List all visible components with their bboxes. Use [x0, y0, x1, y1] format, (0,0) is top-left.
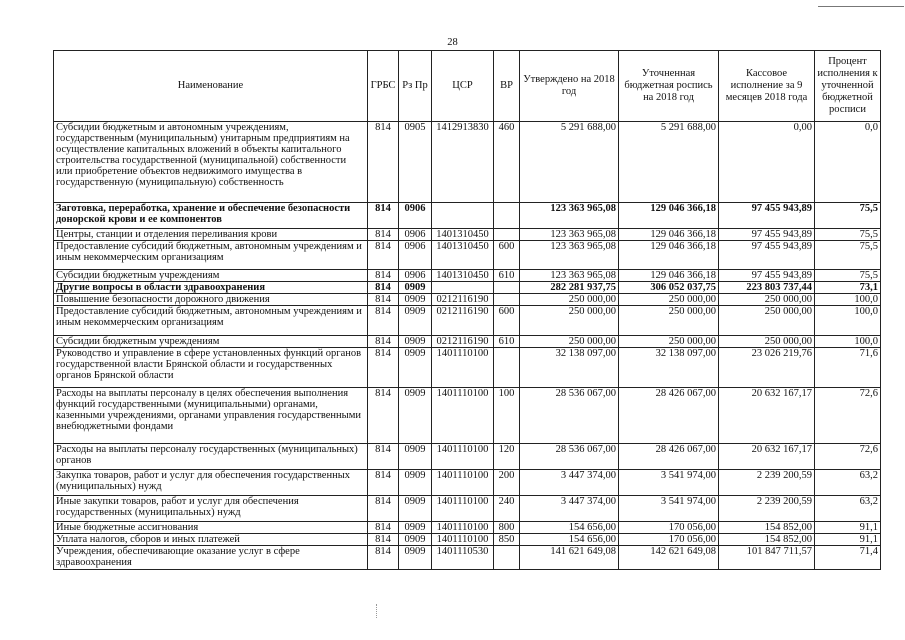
cell-vr: 800	[494, 522, 520, 534]
cell-approved: 154 656,00	[520, 534, 619, 546]
cell-cash: 97 455 943,89	[719, 241, 815, 270]
table-row	[54, 203, 881, 229]
cell-cash: 250 000,00	[719, 336, 815, 348]
cell-cash: 20 632 167,17	[719, 444, 815, 470]
cell-revised: 306 052 037,75	[619, 282, 719, 294]
cell-percent: 75,5	[815, 241, 881, 270]
cell-percent: 63,2	[815, 496, 881, 522]
cell-grbs: 814	[368, 294, 399, 306]
cell-revised: 142 621 649,08	[619, 546, 719, 570]
cell-cash: 2 239 200,59	[719, 496, 815, 522]
cell-approved: 3 447 374,00	[520, 470, 619, 496]
cell-cash: 23 026 219,76	[719, 348, 815, 388]
cell-percent: 75,5	[815, 270, 881, 282]
cell-grbs: 814	[368, 306, 399, 336]
cell-approved: 250 000,00	[520, 306, 619, 336]
cell-grbs: 814	[368, 336, 399, 348]
cell-name: Расходы на выплаты персоналу в целях обеспечения выполнения функций государственными (муниципальными) органами, казенными учреждениями, органами управления государственными внебюджетными фондами	[54, 388, 368, 444]
cell-percent: 91,1	[815, 522, 881, 534]
cell-rzpr: 0909	[399, 522, 432, 534]
cell-rzpr: 0909	[399, 470, 432, 496]
cell-revised: 129 046 366,18	[619, 270, 719, 282]
cell-percent: 63,2	[815, 470, 881, 496]
cell-grbs: 814	[368, 470, 399, 496]
cell-percent: 71,4	[815, 546, 881, 570]
cell-rzpr: 0909	[399, 496, 432, 522]
cell-name: Руководство и управление в сфере установленных функций органов государственной власти Брянской области и государственных органов Брянской области	[54, 348, 368, 388]
cell-grbs: 814	[368, 203, 399, 229]
cell-csr: 1401310450	[432, 270, 494, 282]
table-row	[54, 496, 881, 522]
cell-name: Повышение безопасности дорожного движения	[54, 294, 368, 306]
cell-name: Закупка товаров, работ и услуг для обеспечения государственных (муниципальных) нужд	[54, 470, 368, 496]
cell-grbs: 814	[368, 522, 399, 534]
cell-cash: 250 000,00	[719, 306, 815, 336]
table-row	[54, 470, 881, 496]
cell-rzpr: 0906	[399, 241, 432, 270]
col-header-approved: Утверждено на 2018 год	[520, 51, 619, 122]
cell-name: Субсидии бюджетным учреждениям	[54, 336, 368, 348]
cell-rzpr: 0909	[399, 348, 432, 388]
col-header-rzpr: Рз Пр	[399, 51, 432, 122]
cell-rzpr: 0909	[399, 306, 432, 336]
table-header-row	[54, 51, 881, 122]
cell-grbs: 814	[368, 348, 399, 388]
table-row	[54, 306, 881, 336]
cell-rzpr: 0909	[399, 336, 432, 348]
table-row	[54, 282, 881, 294]
cell-revised: 129 046 366,18	[619, 229, 719, 241]
cell-rzpr: 0906	[399, 270, 432, 282]
table-row	[54, 241, 881, 270]
cell-approved: 3 447 374,00	[520, 496, 619, 522]
cell-percent: 72,6	[815, 444, 881, 470]
cell-name: Другие вопросы в области здравоохранения	[54, 282, 368, 294]
cell-name: Уплата налогов, сборов и иных платежей	[54, 534, 368, 546]
cell-approved: 28 536 067,00	[520, 444, 619, 470]
cell-percent: 91,1	[815, 534, 881, 546]
col-header-name: Наименование	[54, 51, 368, 122]
cell-csr: 1401110100	[432, 388, 494, 444]
cell-approved: 141 621 649,08	[520, 546, 619, 570]
table-row	[54, 294, 881, 306]
cell-revised: 250 000,00	[619, 306, 719, 336]
cell-vr: 850	[494, 534, 520, 546]
cell-grbs: 814	[368, 229, 399, 241]
table-row	[54, 546, 881, 570]
cell-name: Иные закупки товаров, работ и услуг для обеспечения государственных (муниципальных) нужд	[54, 496, 368, 522]
cell-cash: 154 852,00	[719, 522, 815, 534]
table-row	[54, 348, 881, 388]
cell-name: Субсидии бюджетным и автономным учреждениям, государственным (муниципальным) унитарным предприятиям на осуществление капитальных вложений в объекты капитального строительства государственной (муниципальной) собственности или приобретение объектов недвижимого имущества в государственную (муниципальную) собственность	[54, 122, 368, 203]
cell-cash: 154 852,00	[719, 534, 815, 546]
cell-cash: 0,00	[719, 122, 815, 203]
cell-name: Субсидии бюджетным учреждениям	[54, 270, 368, 282]
cell-cash: 101 847 711,57	[719, 546, 815, 570]
cell-revised: 28 426 067,00	[619, 388, 719, 444]
cell-percent: 100,0	[815, 336, 881, 348]
cell-csr	[432, 282, 494, 294]
cell-rzpr: 0906	[399, 229, 432, 241]
cell-revised: 28 426 067,00	[619, 444, 719, 470]
cell-vr	[494, 282, 520, 294]
cell-vr: 600	[494, 306, 520, 336]
cell-revised: 129 046 366,18	[619, 241, 719, 270]
cell-vr: 240	[494, 496, 520, 522]
cell-approved: 123 363 965,08	[520, 229, 619, 241]
cell-csr: 1401110100	[432, 470, 494, 496]
cell-percent: 100,0	[815, 306, 881, 336]
cell-vr	[494, 546, 520, 570]
cell-vr: 120	[494, 444, 520, 470]
cell-cash: 2 239 200,59	[719, 470, 815, 496]
table-body	[54, 122, 881, 570]
table-row	[54, 534, 881, 546]
col-header-percent: Процент исполнения к уточненной бюджетной росписи	[815, 51, 881, 122]
cell-grbs: 814	[368, 496, 399, 522]
cell-revised: 3 541 974,00	[619, 470, 719, 496]
cell-cash: 97 455 943,89	[719, 203, 815, 229]
cell-csr: 0212116190	[432, 306, 494, 336]
table-row	[54, 522, 881, 534]
cell-rzpr: 0909	[399, 534, 432, 546]
cell-grbs: 814	[368, 282, 399, 294]
scan-mark	[376, 604, 378, 618]
cell-cash: 20 632 167,17	[719, 388, 815, 444]
cell-revised: 5 291 688,00	[619, 122, 719, 203]
cell-revised: 129 046 366,18	[619, 203, 719, 229]
cell-grbs: 814	[368, 546, 399, 570]
cell-rzpr: 0909	[399, 294, 432, 306]
budget-table	[53, 50, 881, 570]
cell-vr	[494, 229, 520, 241]
top-edge-line	[818, 6, 904, 7]
cell-approved: 32 138 097,00	[520, 348, 619, 388]
cell-name: Иные бюджетные ассигнования	[54, 522, 368, 534]
cell-vr: 610	[494, 270, 520, 282]
cell-revised: 170 056,00	[619, 534, 719, 546]
cell-approved: 282 281 937,75	[520, 282, 619, 294]
cell-csr: 1401110100	[432, 348, 494, 388]
cell-approved: 123 363 965,08	[520, 203, 619, 229]
cell-rzpr: 0909	[399, 444, 432, 470]
cell-approved: 250 000,00	[520, 294, 619, 306]
cell-vr: 100	[494, 388, 520, 444]
cell-name: Предоставление субсидий бюджетным, автономным учреждениям и иным некоммерческим организациям	[54, 241, 368, 270]
col-header-cash: Кассовое исполнение за 9 месяцев 2018 года	[719, 51, 815, 122]
cell-grbs: 814	[368, 444, 399, 470]
cell-grbs: 814	[368, 388, 399, 444]
cell-revised: 32 138 097,00	[619, 348, 719, 388]
cell-approved: 123 363 965,08	[520, 241, 619, 270]
cell-csr: 1401110100	[432, 444, 494, 470]
cell-cash: 97 455 943,89	[719, 229, 815, 241]
cell-name: Учреждения, обеспечивающие оказание услуг в сфере здравоохранения	[54, 546, 368, 570]
cell-revised: 250 000,00	[619, 336, 719, 348]
cell-grbs: 814	[368, 241, 399, 270]
cell-cash: 223 803 737,44	[719, 282, 815, 294]
cell-csr: 1401310450	[432, 229, 494, 241]
cell-percent: 75,5	[815, 229, 881, 241]
cell-name: Предоставление субсидий бюджетным, автономным учреждениям и иным некоммерческим организациям	[54, 306, 368, 336]
cell-csr: 1401110530	[432, 546, 494, 570]
cell-rzpr: 0905	[399, 122, 432, 203]
cell-vr	[494, 294, 520, 306]
cell-cash: 97 455 943,89	[719, 270, 815, 282]
cell-approved: 154 656,00	[520, 522, 619, 534]
col-header-vr: ВР	[494, 51, 520, 122]
cell-cash: 250 000,00	[719, 294, 815, 306]
cell-vr: 200	[494, 470, 520, 496]
cell-vr: 610	[494, 336, 520, 348]
cell-csr: 0212116190	[432, 336, 494, 348]
cell-csr: 1412913830	[432, 122, 494, 203]
cell-approved: 28 536 067,00	[520, 388, 619, 444]
cell-vr: 600	[494, 241, 520, 270]
cell-approved: 5 291 688,00	[520, 122, 619, 203]
cell-csr: 1401110100	[432, 522, 494, 534]
cell-percent: 72,6	[815, 388, 881, 444]
cell-revised: 3 541 974,00	[619, 496, 719, 522]
cell-csr: 1401110100	[432, 534, 494, 546]
cell-revised: 250 000,00	[619, 294, 719, 306]
cell-percent: 75,5	[815, 203, 881, 229]
cell-name: Центры, станции и отделения переливания крови	[54, 229, 368, 241]
cell-grbs: 814	[368, 534, 399, 546]
cell-csr: 0212116190	[432, 294, 494, 306]
cell-percent: 100,0	[815, 294, 881, 306]
table-row	[54, 336, 881, 348]
table-row	[54, 122, 881, 203]
cell-name: Заготовка, переработка, хранение и обеспечение безопасности донорской крови и ее компонентов	[54, 203, 368, 229]
cell-approved: 123 363 965,08	[520, 270, 619, 282]
cell-name: Расходы на выплаты персоналу государственных (муниципальных) органов	[54, 444, 368, 470]
cell-rzpr: 0909	[399, 388, 432, 444]
cell-percent: 71,6	[815, 348, 881, 388]
cell-grbs: 814	[368, 270, 399, 282]
table-row	[54, 270, 881, 282]
cell-vr: 460	[494, 122, 520, 203]
cell-rzpr: 0909	[399, 546, 432, 570]
cell-csr	[432, 203, 494, 229]
cell-rzpr: 0909	[399, 282, 432, 294]
cell-rzpr: 0906	[399, 203, 432, 229]
cell-grbs: 814	[368, 122, 399, 203]
cell-percent: 0,0	[815, 122, 881, 203]
cell-csr: 1401110100	[432, 496, 494, 522]
table-row	[54, 388, 881, 444]
cell-vr	[494, 203, 520, 229]
cell-percent: 73,1	[815, 282, 881, 294]
cell-revised: 170 056,00	[619, 522, 719, 534]
col-header-revised: Уточненная бюджетная роспись на 2018 год	[619, 51, 719, 122]
cell-csr: 1401310450	[432, 241, 494, 270]
col-header-csr: ЦСР	[432, 51, 494, 122]
table-row	[54, 229, 881, 241]
page-number: 28	[447, 37, 458, 48]
cell-vr	[494, 348, 520, 388]
cell-approved: 250 000,00	[520, 336, 619, 348]
col-header-grbs: ГРБС	[368, 51, 399, 122]
table-row	[54, 444, 881, 470]
